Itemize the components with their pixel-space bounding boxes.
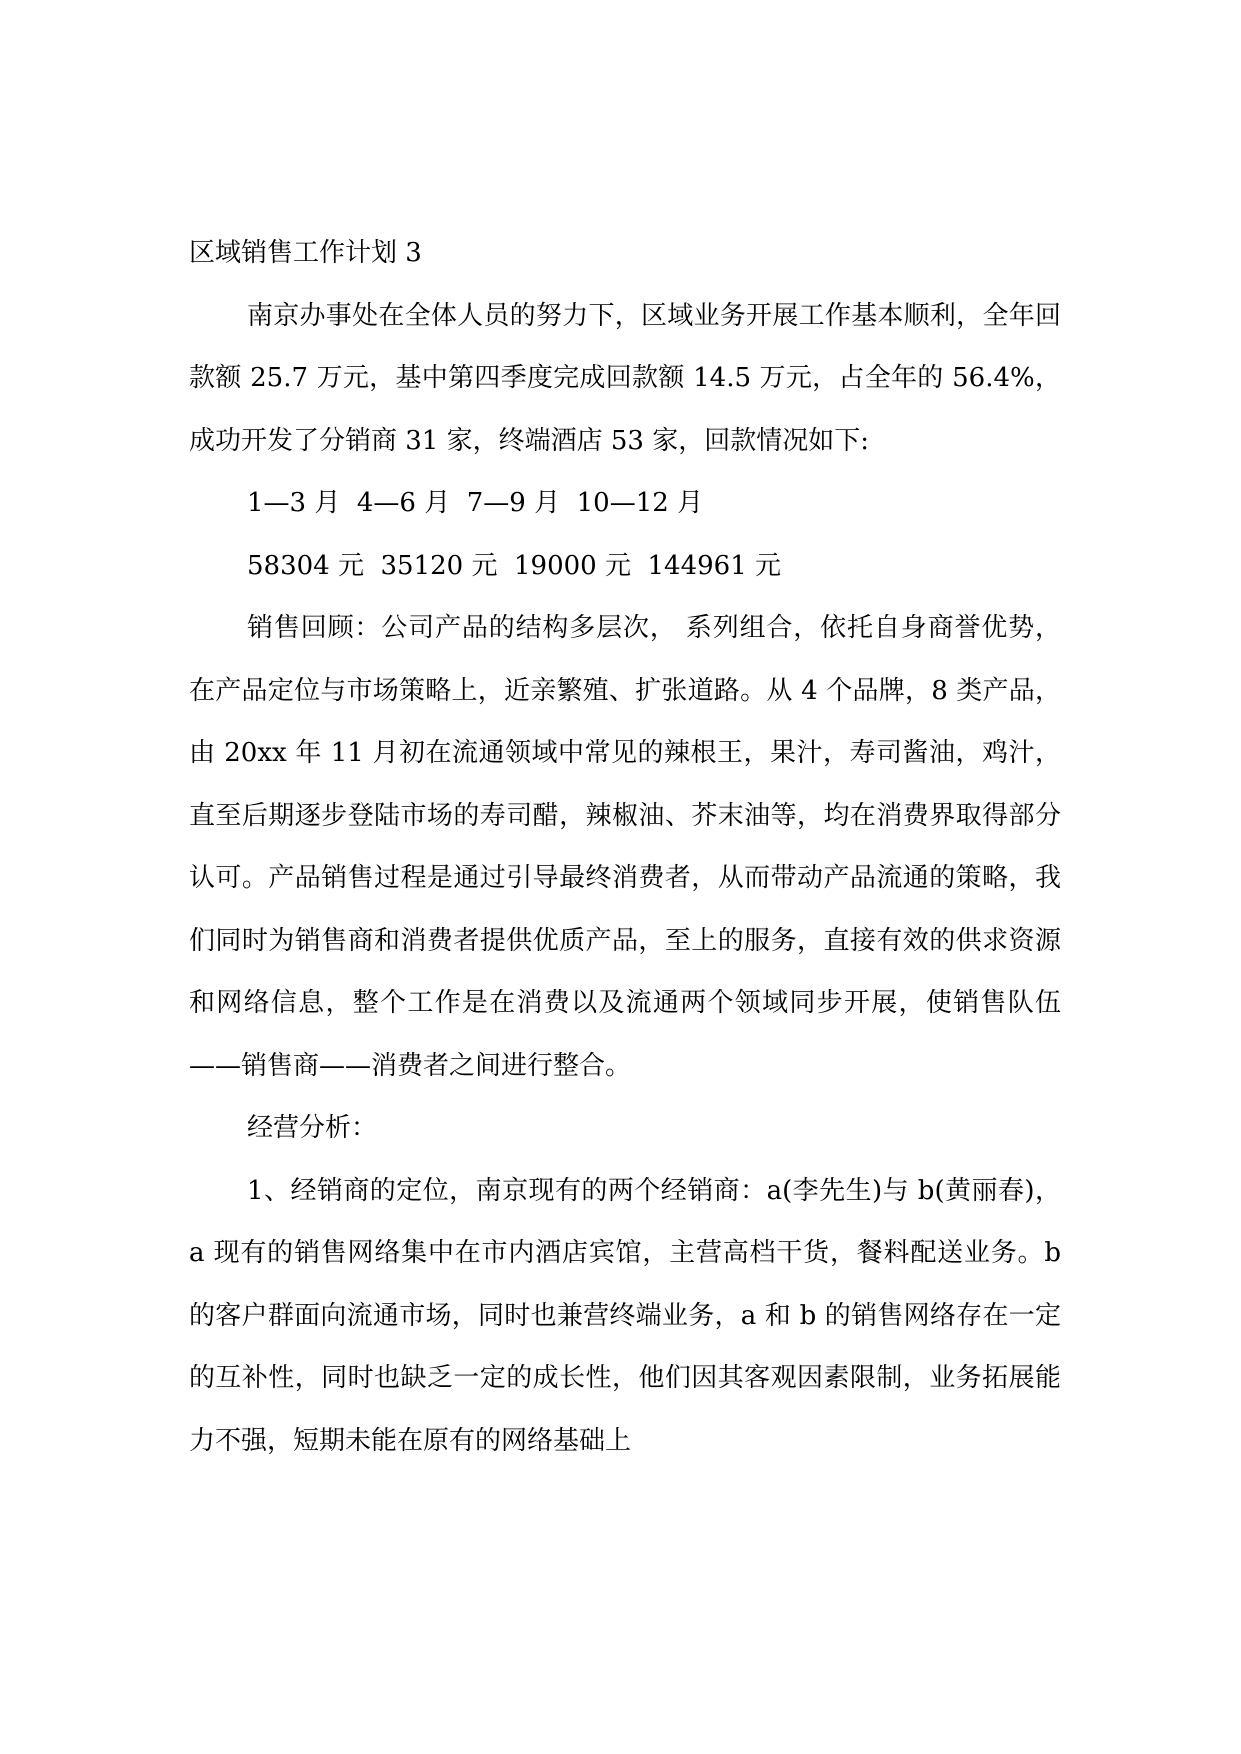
document-body bbox=[189, 222, 1061, 1472]
document-title: 区域销售工作计划 3 bbox=[189, 238, 422, 268]
paragraph-distributor-positioning: 1、经销商的定位，南京现有的两个经销商：a(李先生)与 b(黄丽春)，a 现有的销售网络集中在市内酒店宾馆，主营高档干货，餐料配送业务。b 的客户群面向流通市场，同时也兼营终端业务，a 和 b 的销售网络存在一定的互补性，同时也缺乏一定的成长性，他们因其客观因素限制，业务拓展能力不强，短期未能在原有的网络基础上 bbox=[189, 1175, 1061, 1456]
paragraph-quarter-periods: 1—3 月 4—6 月 7—9 月 10—12 月 bbox=[247, 488, 704, 518]
paragraph-business-analysis-heading: 经营分析： bbox=[247, 1113, 378, 1143]
paragraph-sales-review: 销售回顾：公司产品的结构多层次， 系列组合，依托自身商誉优势， 在产品定位与市场策略上，近亲繁殖、扩张道路。从 4 个品牌，8 类产品，由 20xx 年 11 月初在流通领域中常见的辣根王，果汁，寿司酱油，鸡汁，直至后期逐步登陆市场的寿司醋，辣椒油、芥末油等，均在消费界取得部分认可。产品销售过程是通过引导最终消费者，从而带动产品流通的策略，我们同时为销售商和消费者提供优质产品，至上的服务，直接有效的供求资源和网络信息，整个工作是在消费以及流通两个领域同步开展，使销售队伍——销售商——消费者之间进行整合。 bbox=[189, 613, 1061, 1081]
paragraph-quarter-amounts: 58304 元 35120 元 19000 元 144961 元 bbox=[247, 550, 782, 581]
paragraph-summary: 南京办事处在全体人员的努力下，区域业务开展工作基本顺利，全年回款额 25.7 万元，基中第四季度完成回款额 14.5 万元，占全年的 56.4%，成功开发了分销商 31 家，终端酒店 53 家，回款情况如下: bbox=[189, 300, 1061, 456]
